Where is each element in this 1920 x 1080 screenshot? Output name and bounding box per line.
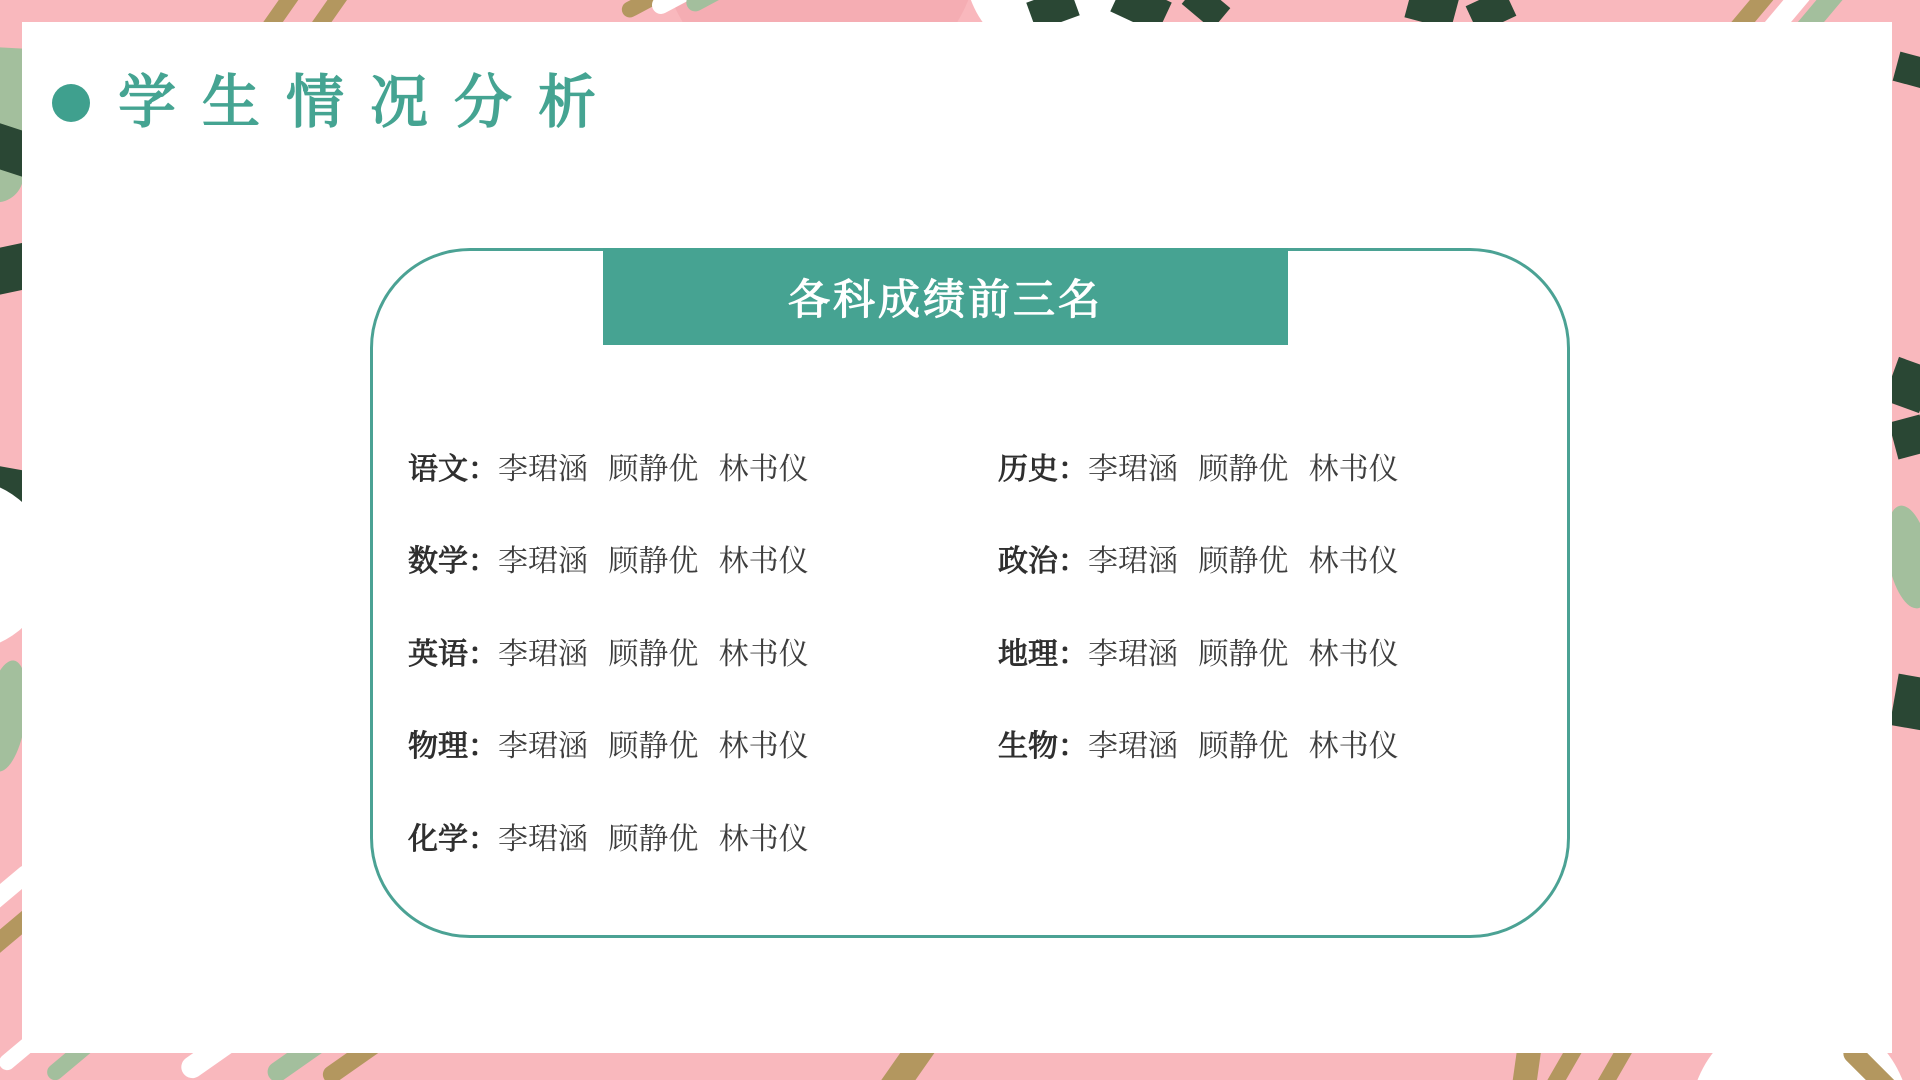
subject-label: 地理：	[998, 638, 1088, 671]
subject-label: 历史：	[998, 453, 1088, 486]
subject-label: 数学：	[408, 545, 498, 578]
subject-label: 物理：	[408, 730, 498, 763]
subject-row-geography	[998, 635, 1399, 675]
confetti-square	[1889, 415, 1920, 460]
subject-top3-names: 李珺涵 顾静优 林书仪	[498, 638, 809, 671]
subject-row-politics	[998, 542, 1399, 582]
subject-row-english	[408, 635, 809, 675]
title-bullet-dot	[52, 84, 90, 122]
subject-label: 政治：	[998, 545, 1088, 578]
subject-row-history	[998, 450, 1399, 490]
subject-top3-names: 李珺涵 顾静优 林书仪	[498, 453, 809, 486]
subject-top3-names: 李珺涵 顾静优 林书仪	[1088, 545, 1399, 578]
subject-row-chemistry	[408, 820, 809, 860]
subject-row-math	[408, 542, 809, 582]
subject-row-chinese	[408, 450, 809, 490]
subject-label: 语文：	[408, 453, 498, 486]
scores-box-header	[603, 248, 1288, 345]
subject-row-physics	[408, 727, 809, 767]
subject-top3-names: 李珺涵 顾静优 林书仪	[498, 545, 809, 578]
subject-row-biology	[998, 727, 1399, 767]
scores-box	[370, 248, 1570, 938]
subject-top3-names: 李珺涵 顾静优 林书仪	[498, 823, 809, 856]
confetti-square	[1893, 52, 1920, 89]
subject-top3-names: 李珺涵 顾静优 林书仪	[1088, 638, 1399, 671]
deco-stripe	[1511, 1049, 1541, 1080]
subject-label: 生物：	[998, 730, 1088, 763]
scores-box-title: 各科成绩前三名	[787, 275, 1103, 323]
page-title: 学生情况分析	[118, 70, 623, 135]
subject-top3-names: 李珺涵 顾静优 林书仪	[1088, 453, 1399, 486]
subject-top3-names: 李珺涵 顾静优 林书仪	[1088, 730, 1399, 763]
subject-top3-names: 李珺涵 顾静优 林书仪	[498, 730, 809, 763]
subject-label: 英语：	[408, 638, 498, 671]
confetti-square	[1890, 674, 1920, 731]
subject-label: 化学：	[408, 823, 498, 856]
content-panel	[22, 22, 1892, 1053]
